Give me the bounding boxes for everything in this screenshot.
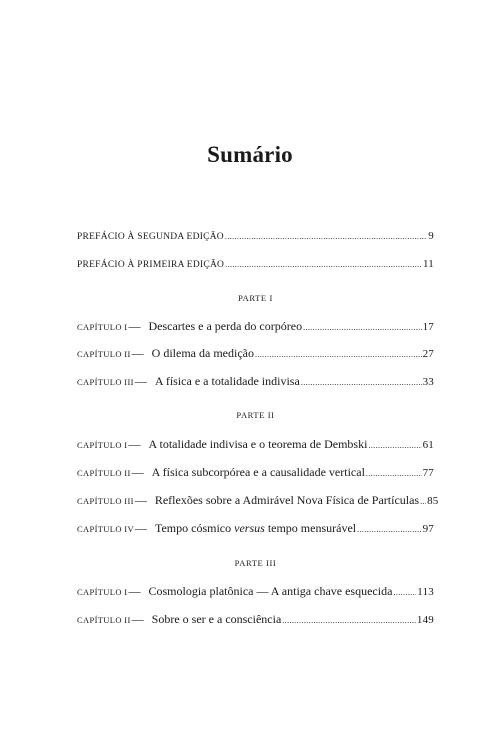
dot-leader <box>255 347 422 363</box>
chapter-number: CAPÍTULO II <box>77 615 131 625</box>
toc-entry-chapter[interactable] <box>77 583 434 601</box>
chapter-dash: — <box>128 584 141 598</box>
page-number: 33 <box>422 376 434 388</box>
chapter-title <box>155 520 356 536</box>
page-number: 77 <box>422 467 434 479</box>
page-number: 113 <box>417 586 434 598</box>
chapter-number: CAPÍTULO III <box>77 496 134 506</box>
part-heading: PARTE II <box>236 410 275 420</box>
page-number: 85 <box>427 495 439 507</box>
chapter-title: Reflexões sobre a Admirável Nova Física de Partículas <box>154 493 420 507</box>
page-number: 27 <box>422 348 434 360</box>
chapter-title: Cosmologia platônica — A antiga chave esquecida <box>148 584 393 598</box>
chapter-title: O dilema da medição <box>151 346 254 360</box>
toc-entry-chapter[interactable] <box>77 436 434 454</box>
chapter-dash: — <box>131 465 144 479</box>
preface-label: PREFÁCIO À PRIMEIRA EDIÇÃO <box>77 260 225 270</box>
page-title: Sumário <box>207 142 293 167</box>
chapter-dash: — <box>134 521 147 535</box>
dot-leader <box>368 438 421 454</box>
toc-entry-chapter[interactable] <box>77 373 434 391</box>
chapter-number: CAPÍTULO IV <box>77 524 134 534</box>
toc-entry-chapter[interactable] <box>77 464 434 482</box>
chapter-number: CAPÍTULO I <box>77 322 128 332</box>
part-heading: PARTE I <box>238 293 273 303</box>
toc-entry-preface-first[interactable] <box>77 256 434 273</box>
dot-leader <box>225 257 422 273</box>
dot-leader <box>282 613 416 629</box>
dot-leader <box>366 466 422 482</box>
chapter-number: CAPÍTULO II <box>77 349 131 359</box>
chapter-title: A física e a totalidade indivisa <box>154 374 300 388</box>
chapter-title: Descartes e a perda do corpóreo <box>148 319 303 333</box>
toc-entry-chapter[interactable] <box>77 345 434 363</box>
chapter-dash: — <box>131 346 144 360</box>
chapter-title: A física subcorpórea e a causalidade vertical <box>151 465 365 479</box>
chapter-dash: — <box>128 319 141 333</box>
dot-leader <box>393 585 416 601</box>
chapter-title-part: tempo mensurável <box>264 521 357 535</box>
toc-entry-chapter[interactable] <box>77 611 434 629</box>
toc-entry-chapter[interactable] <box>77 520 434 538</box>
chapter-dash: — <box>128 437 141 451</box>
dot-leader <box>225 229 427 245</box>
chapter-title-italic: versus <box>234 521 265 535</box>
chapter-dash: — <box>134 374 147 388</box>
chapter-title: A totalidade indivisa e o teorema de Dembski <box>148 437 368 451</box>
page-number: 97 <box>422 523 434 535</box>
chapter-dash: — <box>131 612 144 626</box>
toc-entry-chapter[interactable] <box>77 492 439 510</box>
chapter-dash: — <box>134 493 147 507</box>
dot-leader <box>303 320 422 336</box>
page-number: 11 <box>423 258 434 270</box>
dot-leader <box>357 522 421 538</box>
page-number: 61 <box>422 439 434 451</box>
chapter-number: CAPÍTULO I <box>77 440 128 450</box>
toc-entry-chapter[interactable] <box>77 318 434 336</box>
dot-leader <box>420 494 426 510</box>
page-number: 9 <box>428 230 434 242</box>
page-number: 17 <box>422 321 434 333</box>
part-heading: PARTE III <box>234 558 277 568</box>
chapter-number: CAPÍTULO III <box>77 377 134 387</box>
chapter-number: CAPÍTULO I <box>77 587 128 597</box>
chapter-title-part: Tempo cósmico <box>154 521 235 535</box>
toc-entry-preface-second[interactable] <box>77 228 434 245</box>
page-number: 149 <box>416 614 434 626</box>
chapter-number: CAPÍTULO II <box>77 468 131 478</box>
preface-label: PREFÁCIO À SEGUNDA EDIÇÃO <box>77 232 224 242</box>
chapter-title: Sobre o ser e a consciência <box>151 612 282 626</box>
dot-leader <box>301 375 422 391</box>
